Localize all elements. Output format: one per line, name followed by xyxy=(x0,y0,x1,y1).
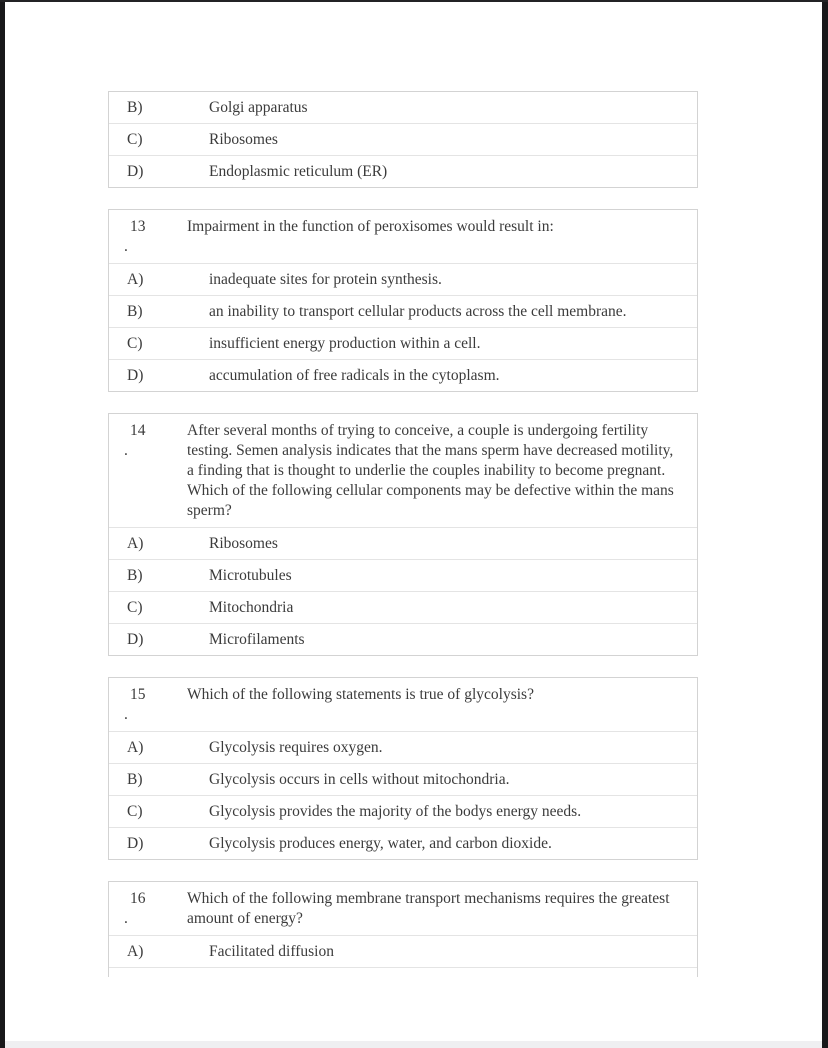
option-letter: C) xyxy=(127,131,143,148)
option-row xyxy=(109,764,697,796)
option-row xyxy=(109,528,697,560)
option-row xyxy=(109,796,697,828)
question-row xyxy=(109,414,697,528)
option-letter: C) xyxy=(127,599,143,616)
option-text: Golgi apparatus xyxy=(209,99,308,116)
option-letter: D) xyxy=(127,163,144,180)
option-row xyxy=(109,828,697,859)
question-text: Which of the following membrane transport mechanisms requires the greatest amount of energy? xyxy=(187,890,670,927)
option-row xyxy=(109,124,697,156)
question-row xyxy=(109,210,697,264)
option-text: inadequate sites for protein synthesis. xyxy=(209,271,442,288)
option-text: an inability to transport cellular products across the cell membrane. xyxy=(209,303,627,320)
question-text: Which of the following statements is true of glycolysis? xyxy=(187,686,534,703)
option-letter: A) xyxy=(127,943,144,960)
option-text: Glycolysis produces energy, water, and carbon dioxide. xyxy=(209,835,552,852)
option-row xyxy=(109,92,697,124)
question-text: Impairment in the function of peroxisomes would result in: xyxy=(187,218,554,235)
page-right-edge xyxy=(822,0,828,1048)
question-number-text: 15 xyxy=(130,686,146,703)
question-number xyxy=(109,210,187,263)
option-letter: A) xyxy=(127,535,144,552)
option-letter: D) xyxy=(127,631,144,648)
option-row xyxy=(109,592,697,624)
option-letter: C) xyxy=(127,803,143,820)
page-top-edge xyxy=(0,0,828,2)
option-text: insufficient energy production within a cell. xyxy=(209,335,481,352)
option-row-partial xyxy=(109,968,697,977)
question-row xyxy=(109,882,697,936)
question-table-continuation xyxy=(108,91,698,188)
option-text: Mitochondria xyxy=(209,599,294,616)
question-number-period: . xyxy=(124,238,128,255)
option-text: Ribosomes xyxy=(209,131,278,148)
option-text: accumulation of free radicals in the cytoplasm. xyxy=(209,367,500,384)
option-text: Glycolysis occurs in cells without mitochondria. xyxy=(209,771,510,788)
option-row xyxy=(109,936,697,968)
question-number-text: 14 xyxy=(130,422,146,439)
question-row xyxy=(109,678,697,732)
question-number-text: 13 xyxy=(130,218,146,235)
question-table-13 xyxy=(108,209,698,392)
option-letter: D) xyxy=(127,367,144,384)
option-row xyxy=(109,560,697,592)
option-letter: B) xyxy=(127,303,143,320)
option-row xyxy=(109,360,697,391)
option-letter: A) xyxy=(127,739,144,756)
option-row xyxy=(109,732,697,764)
option-row xyxy=(109,328,697,360)
question-number xyxy=(109,882,187,935)
quiz-content xyxy=(108,91,698,998)
option-text: Ribosomes xyxy=(209,535,278,552)
option-text: Glycolysis requires oxygen. xyxy=(209,739,383,756)
page-bottom-strip xyxy=(5,1041,822,1048)
option-text: Glycolysis provides the majority of the bodys energy needs. xyxy=(209,803,582,820)
option-row xyxy=(109,156,697,187)
option-text: Microtubules xyxy=(209,567,292,584)
option-letter: A) xyxy=(127,271,144,288)
option-row xyxy=(109,296,697,328)
question-number-period: . xyxy=(124,442,128,459)
option-letter: B) xyxy=(127,567,143,584)
question-text: After several months of trying to conceive, a couple is undergoing fertility testing. Semen analysis indicates that the mans sperm have decreased motility, a finding that is thought to underlie the couples inability to become pregnant. Which of the following cellular components may be defective within the mans sperm? xyxy=(187,422,674,519)
option-letter: B) xyxy=(127,771,143,788)
question-number-period: . xyxy=(124,910,128,927)
option-row xyxy=(109,264,697,296)
question-table-15 xyxy=(108,677,698,860)
question-table-14 xyxy=(108,413,698,656)
option-letter: D) xyxy=(127,835,144,852)
question-table-16 xyxy=(108,881,698,977)
question-number-text: 16 xyxy=(130,890,146,907)
question-number xyxy=(109,678,187,731)
question-number xyxy=(109,414,187,467)
option-letter: B) xyxy=(127,99,143,116)
option-text: Microfilaments xyxy=(209,631,305,648)
option-text: Facilitated diffusion xyxy=(209,943,334,960)
page-left-edge xyxy=(0,0,5,1048)
option-row xyxy=(109,624,697,655)
option-text: Endoplasmic reticulum (ER) xyxy=(209,163,388,180)
question-number-period: . xyxy=(124,706,128,723)
option-letter: C) xyxy=(127,335,143,352)
